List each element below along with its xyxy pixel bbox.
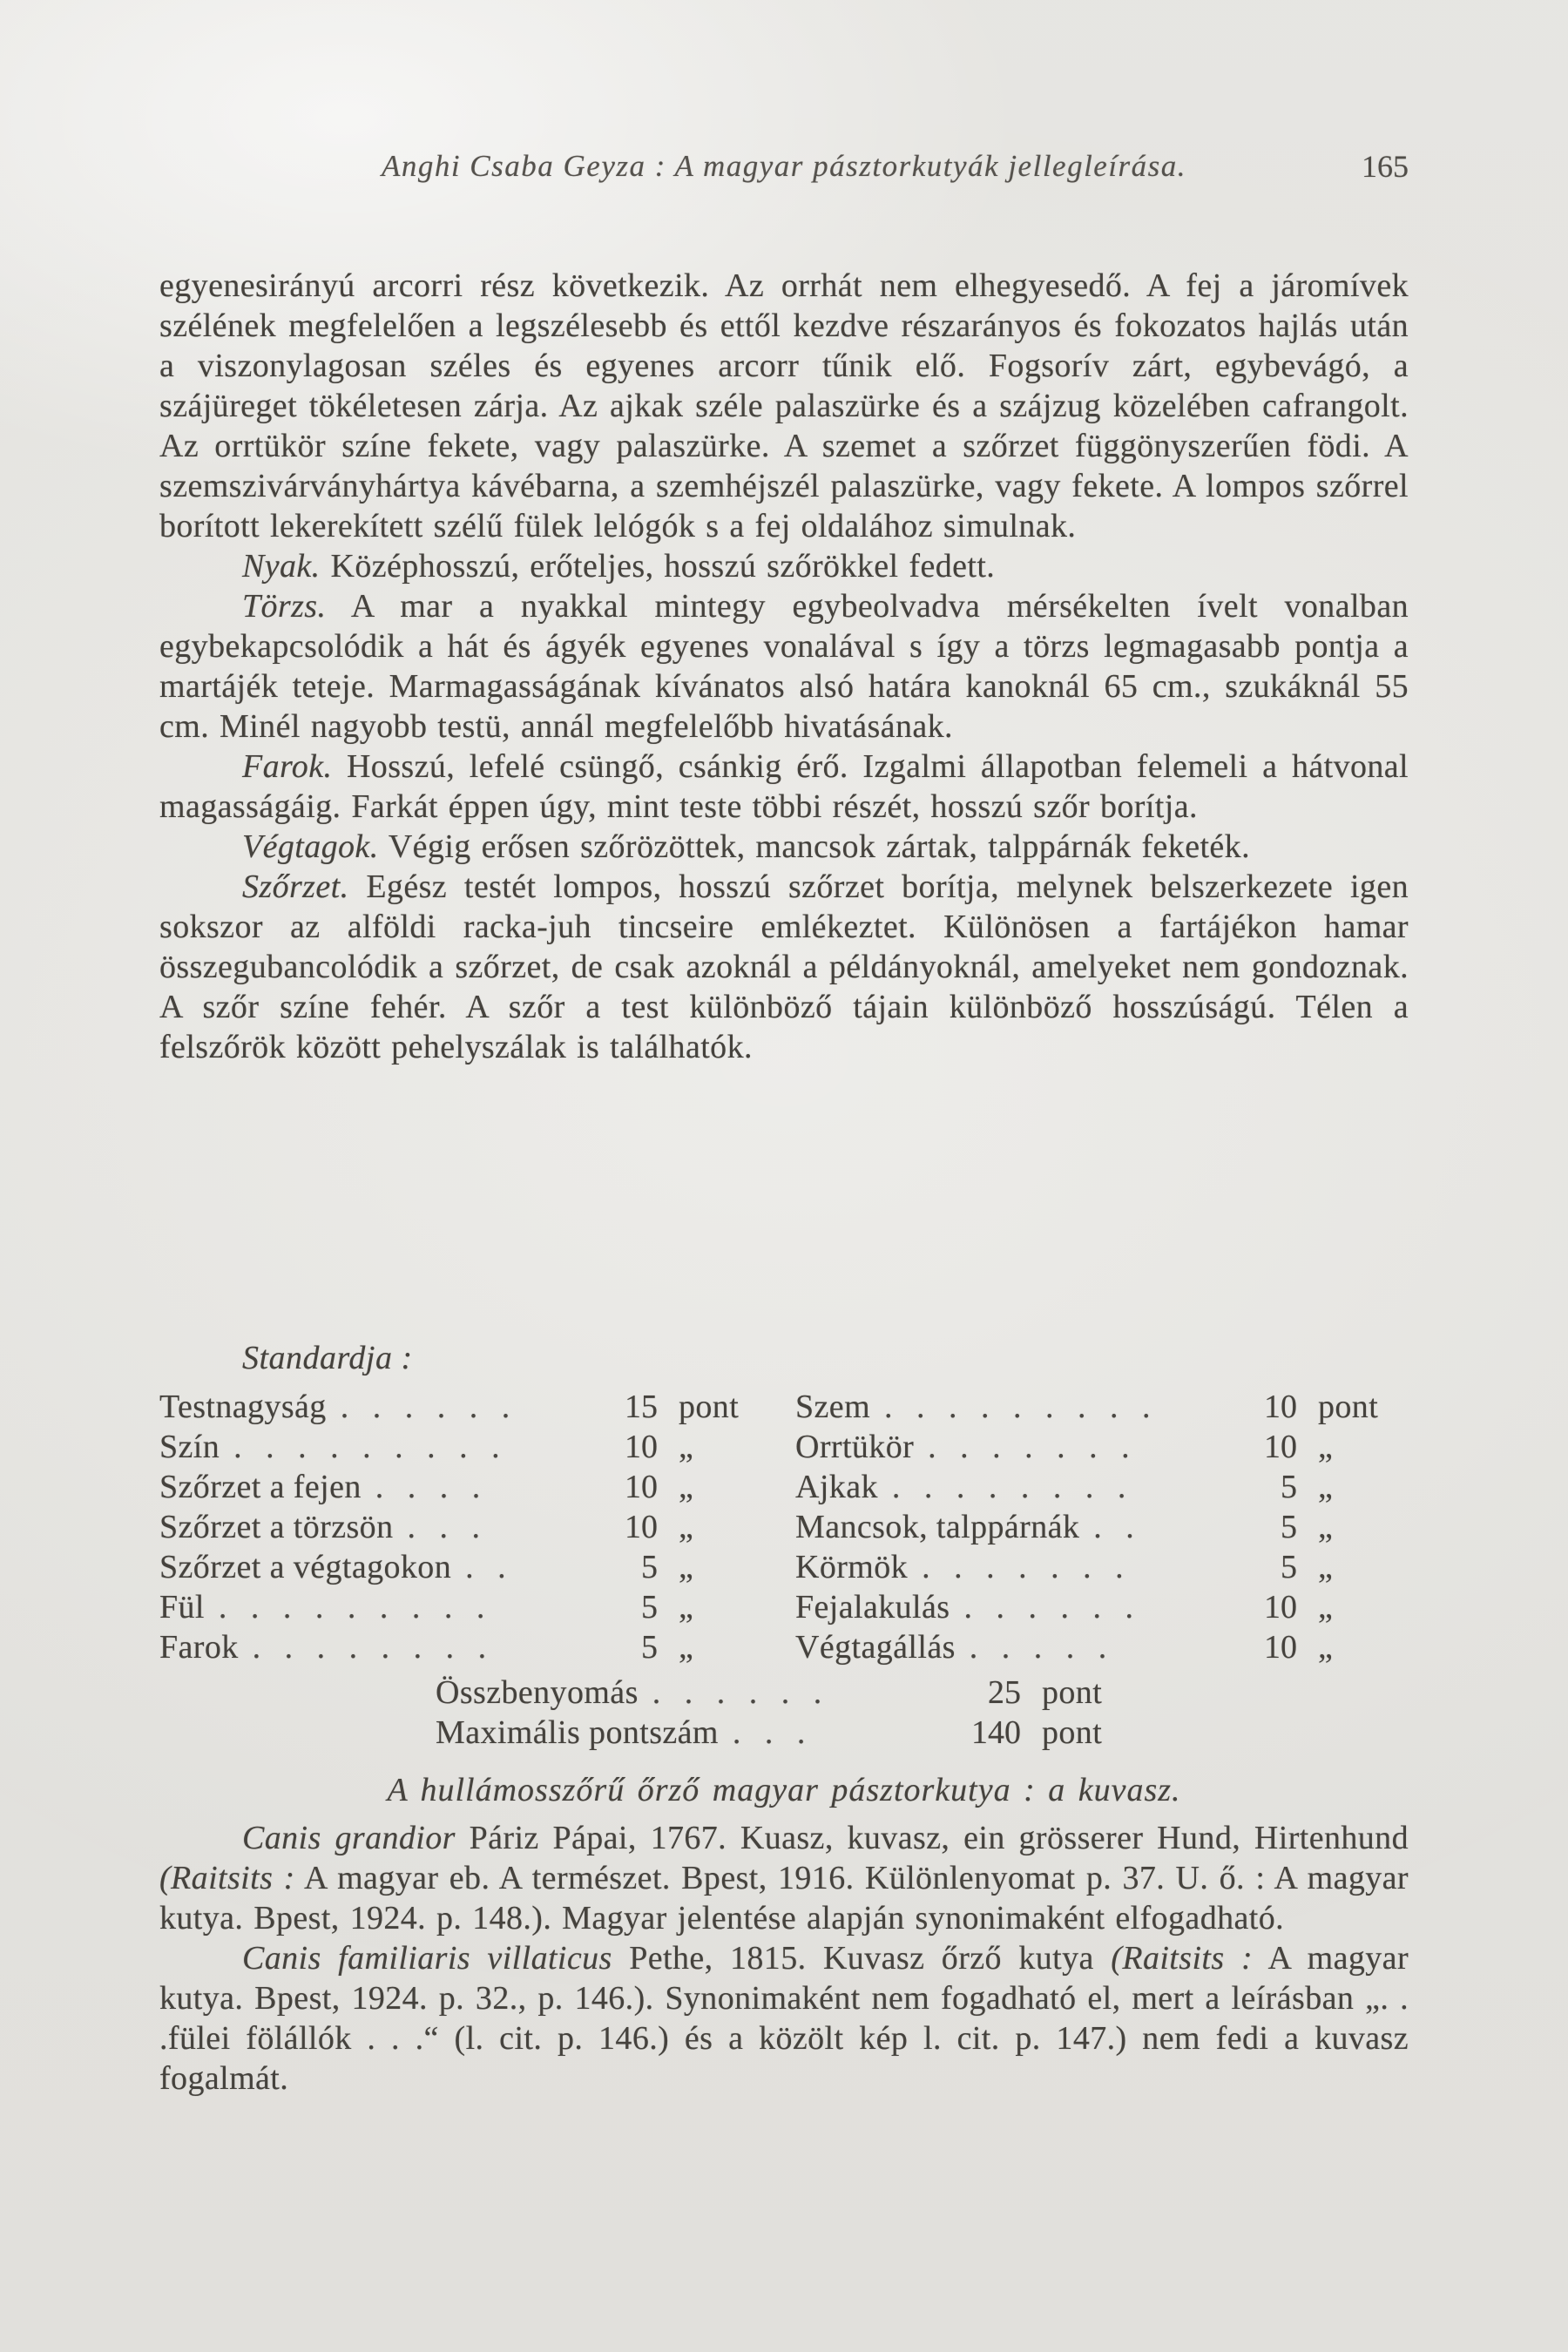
standards-table-row: [159, 1587, 1409, 1627]
dot-leader: . . . . .: [969, 1629, 1115, 1666]
paragraph-text: Egész testét lompos, hosszú szőrzet borítja, melynek belszerkezete igen sokszor az alföldi racka-juh tincseire emlékeztet. Különösen a fartájékon hamar összegubancolódik a szőrzet, de csak azoknál a példányoknál, amelyeket nem gondoznak. A szőr színe fehér. A szőr a test különböző tájain különböző hosszúságú. Télen a felszőrök között pehelyszálak is találhatók.: [159, 868, 1409, 1065]
summary-row-maximum: [436, 1713, 1132, 1753]
dot-leader: . . . . . . . .: [252, 1629, 495, 1666]
dot-leader: . . . . . . . . .: [218, 1589, 493, 1625]
standard-points-unit: „: [679, 1509, 694, 1545]
summary-value: 140: [971, 1714, 1021, 1751]
standard-points-value: 10: [625, 1509, 658, 1545]
standard-points-value: 5: [1281, 1509, 1297, 1545]
paragraph-neck: [159, 546, 1409, 586]
summary-label: Maximális pontszám: [436, 1714, 719, 1751]
dot-leader: . .: [465, 1549, 514, 1585]
standards-cell-right: [795, 1507, 1409, 1547]
standard-points-unit: „: [1318, 1509, 1334, 1545]
paragraph-tail: [159, 747, 1409, 827]
summary-value: 25: [988, 1674, 1021, 1711]
paragraph-limbs: [159, 827, 1409, 867]
standard-criterion-label: Szem: [795, 1389, 871, 1425]
citation-text: A magyar eb. A természet. Bpest, 1916. Különlenyomat p. 37. U. ő. : A magyar kutya. Bpest, 1924. p. 148.). Magyar jelentése alapján synonimaként elfogadható.: [159, 1860, 1409, 1936]
standard-points-unit: „: [679, 1629, 694, 1666]
running-title: Anghi Csaba Geyza : A magyar pásztorkutyák jellegleírása.: [381, 149, 1187, 183]
standard-points-value: 5: [1281, 1469, 1297, 1505]
standard-points-unit: „: [1318, 1549, 1334, 1585]
standards-table-row: [159, 1427, 1409, 1467]
paragraph-lead-term: Törzs.: [242, 588, 327, 625]
standards-cell-left: [159, 1547, 769, 1587]
dot-leader: . . . . . .: [963, 1589, 1141, 1625]
standards-cell-right: [795, 1387, 1409, 1427]
standards-cell-left: [159, 1467, 769, 1507]
citation-text: Páriz Pápai, 1767. Kuasz, kuvasz, ein grösserer Hund, Hirtenhund: [455, 1820, 1409, 1856]
citation-text: Pethe, 1815. Kuvasz őrző kutya: [612, 1940, 1112, 1977]
paragraph-text: Hosszú, lefelé csüngő, csánkig érő. Izgalmi állapotban felemeli a hátvonal magasságáig. Farkát éppen úgy, mint teste többi részét, hosszú szőr borítja.: [159, 748, 1409, 825]
standards-table: [159, 1387, 1409, 1667]
standard-criterion-label: Szőrzet a fejen: [159, 1469, 362, 1505]
dot-leader: . . .: [407, 1509, 488, 1545]
standard-criterion-label: Mancsok, talppárnák: [795, 1509, 1080, 1545]
paragraph-text: Középhosszú, erőteljes, hosszú szőrökkel fedett.: [320, 548, 996, 585]
dot-leader: . . . . . . . .: [891, 1469, 1134, 1505]
paragraph-text: egyenesirányú arcorri rész következik. Az orrhát nem elhegyesedő. A fej a járomívek szélének megfelelően a legszélesebb és ettől kezdve részarányos és fokozatos hajlás után a viszonylagosan széles és egyenes arcorr tűnik elő. Fogsorív zárt, egybevágó, a szájüreget tökéletesen zárja. Az ajkak széle palaszürke és a szájzug közelében cafrangolt. Az orrtükör színe fekete, vagy palaszürke. A szemet a szőrzet függönyszerűen födi. A szemszivárványhártya kávébarna, a szemhéjszél palaszürke, vagy fekete. A lompos szőrrel borított lekerekített szélű fülek lelógók s a fej oldalához simulnak.: [159, 267, 1409, 544]
citations-block: [159, 1818, 1409, 2099]
standard-points-value: 5: [641, 1549, 658, 1585]
standard-points-unit: „: [1318, 1469, 1334, 1505]
paragraph-lead-term: Végtagok.: [242, 828, 379, 865]
standards-heading: Standardja :: [242, 1340, 413, 1376]
citation-text: A magyar kutya. Bpest, 1924. p. 32., p. 146.). Synonimaként nem fogadható el, mert a leírásban „. . .fülei fölállók . . .“ (l. cit. p. 146.) és a közölt kép l. cit. p. 147.) nem fedi a kuvasz fogalmát.: [159, 1940, 1409, 2097]
standard-points-value: 5: [641, 1589, 658, 1625]
standard-criterion-label: Körmök: [795, 1549, 909, 1585]
standards-cell-right: [795, 1627, 1409, 1667]
species-name: Canis familiaris villaticus: [242, 1940, 612, 1977]
paragraph-torso: [159, 586, 1409, 747]
dot-leader: . . . . . . . . .: [884, 1389, 1159, 1425]
running-header: [159, 145, 1409, 188]
dot-leader: . . .: [732, 1714, 814, 1751]
summary-unit: pont: [1042, 1714, 1103, 1751]
species-name: Canis grandior: [242, 1820, 456, 1856]
standard-points-unit: „: [679, 1549, 694, 1585]
standards-cell-left: [159, 1427, 769, 1467]
standards-cell-left: [159, 1387, 769, 1427]
citation-canis-familiaris-villaticus: [159, 1938, 1409, 2099]
standard-points-unit: „: [1318, 1429, 1334, 1465]
standard-criterion-label: Farok: [159, 1629, 239, 1666]
standards-table-row: [159, 1387, 1409, 1427]
summary-row-overall: [436, 1673, 1132, 1713]
standard-criterion-label: Szín: [159, 1429, 220, 1465]
paragraph-lead-term: Szőrzet.: [242, 868, 349, 905]
standards-cell-left: [159, 1587, 769, 1627]
standard-points-value: 10: [1264, 1429, 1297, 1465]
standard-points-value: 15: [625, 1389, 658, 1425]
standards-cell-left: [159, 1627, 769, 1667]
standards-table-row: [159, 1467, 1409, 1507]
paragraph-text: Végig erősen szőrözöttek, mancsok zártak, talppárnák feketék.: [378, 828, 1250, 865]
standard-points-unit: pont: [1318, 1389, 1379, 1425]
dot-leader: . . . .: [375, 1469, 489, 1505]
standard-points-unit: „: [679, 1429, 694, 1465]
dot-leader: . .: [1093, 1509, 1142, 1545]
paragraph-lead-term: Farok.: [242, 748, 333, 785]
standard-points-value: 10: [625, 1469, 658, 1505]
standard-criterion-label: Szőrzet a végtagokon: [159, 1549, 452, 1585]
standard-points-value: 5: [1281, 1549, 1297, 1585]
dot-leader: . . . . . .: [340, 1389, 518, 1425]
standard-criterion-label: Ajkak: [795, 1469, 878, 1505]
standard-criterion-label: Fül: [159, 1589, 205, 1625]
kuvasz-section-heading: A hullámosszőrű őrző magyar pásztorkutya : a kuvasz.: [387, 1772, 1181, 1808]
paragraph-lead-term: Nyak.: [242, 548, 321, 585]
standard-points-value: 10: [1264, 1389, 1297, 1425]
standard-criterion-label: Testnagyság: [159, 1389, 327, 1425]
standards-table-row: [159, 1507, 1409, 1547]
standard-criterion-label: Szőrzet a törzsön: [159, 1509, 394, 1545]
standards-cell-right: [795, 1467, 1409, 1507]
standards-cell-right: [795, 1587, 1409, 1627]
standards-cell-right: [795, 1427, 1409, 1467]
page-number: 165: [1362, 149, 1409, 184]
summary-unit: pont: [1042, 1674, 1103, 1711]
paragraph-text: A mar a nyakkal mintegy egybeolvadva mérsékelten ívelt vonalban egybekapcsolódik a hát és ágyék egyenes vonalával s így a törzs legmagasabb pontja a martájék teteje. Marmagasságának kívánatos alsó határa kanoknál 65 cm., szukáknál 55 cm. Minél nagyobb testü, annál megfelelőbb hivatásának.: [159, 588, 1409, 745]
standard-criterion-label: Fejalakulás: [795, 1589, 950, 1625]
dot-leader: . . . . . . . . .: [233, 1429, 508, 1465]
standards-cell-left: [159, 1507, 769, 1547]
standard-points-value: 10: [625, 1429, 658, 1465]
dot-leader: . . . . . . .: [922, 1549, 1132, 1585]
citation-ref: (Raitsits :: [1111, 1940, 1254, 1977]
standard-points-unit: „: [1318, 1589, 1334, 1625]
dot-leader: . . . . . . .: [928, 1429, 1138, 1465]
standards-table-row: [159, 1627, 1409, 1667]
standards-cell-right: [795, 1547, 1409, 1587]
dot-leader: . . . . . .: [652, 1674, 830, 1711]
standard-points-value: 10: [1264, 1629, 1297, 1666]
standard-points-value: 10: [1264, 1589, 1297, 1625]
standard-points-unit: „: [1318, 1629, 1334, 1666]
body-text: [159, 266, 1409, 1067]
standard-criterion-label: Orrtükör: [795, 1429, 915, 1465]
citation-ref: (Raitsits :: [159, 1860, 295, 1896]
summary-label: Összbenyomás: [436, 1674, 639, 1711]
paragraph-muzzle-head: [159, 266, 1409, 546]
standard-criterion-label: Végtagállás: [795, 1629, 956, 1666]
standards-summary: [436, 1673, 1132, 1753]
standard-points-unit: „: [679, 1589, 694, 1625]
citation-canis-grandior: [159, 1818, 1409, 1938]
standards-table-row: [159, 1547, 1409, 1587]
standard-points-value: 5: [641, 1629, 658, 1666]
standard-points-unit: pont: [679, 1389, 740, 1425]
paragraph-coat: [159, 867, 1409, 1067]
standard-points-unit: „: [679, 1469, 694, 1505]
